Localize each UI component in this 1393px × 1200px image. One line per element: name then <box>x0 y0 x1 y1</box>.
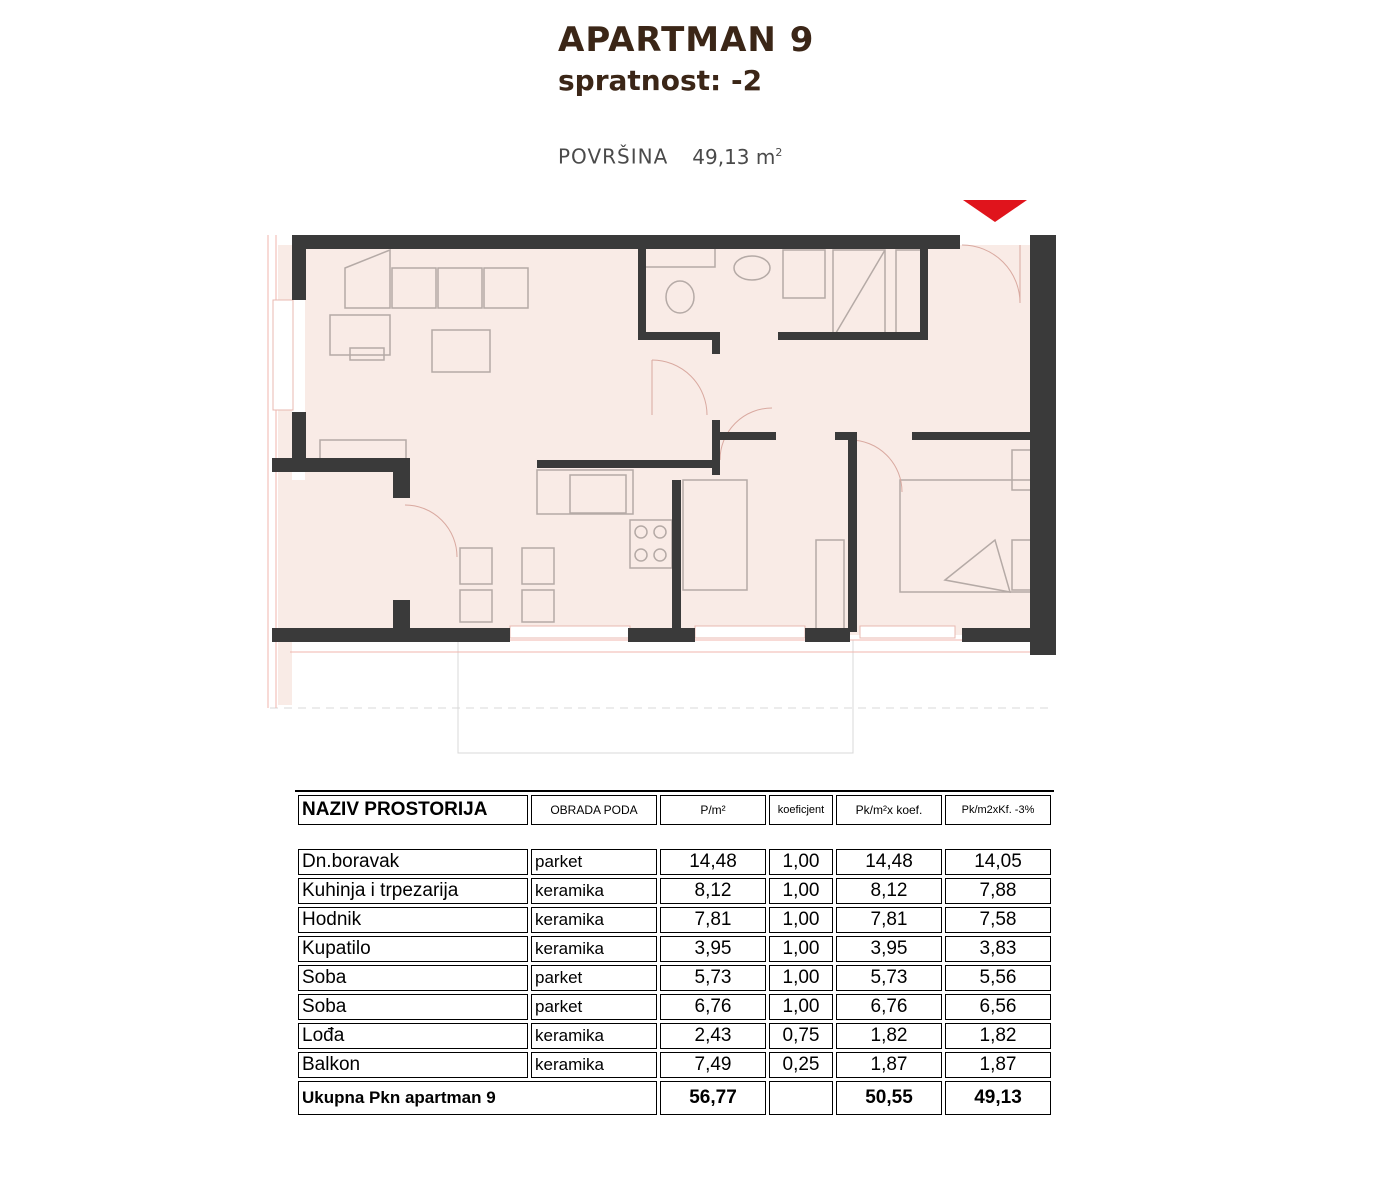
reduced-area-value: 3,83 <box>945 936 1051 962</box>
area-value: 8,12 <box>660 878 766 904</box>
total-area: 56,77 <box>660 1081 766 1115</box>
area-summary <box>558 139 783 171</box>
area-label: POVRŠINA <box>558 144 669 169</box>
area-value: 6,76 <box>660 994 766 1020</box>
table-row <box>298 849 1051 875</box>
room-name: Hodnik <box>298 907 528 933</box>
apartment-title: APARTMAN 9 <box>558 20 815 60</box>
floor-finish: keramika <box>531 1052 657 1078</box>
room-name: Balkon <box>298 1052 528 1078</box>
area-value: 49,13 m <box>692 144 776 169</box>
total-reduced-area: 49,13 <box>945 1081 1051 1115</box>
area-value: 5,73 <box>660 965 766 991</box>
floor-finish: keramika <box>531 907 657 933</box>
reduced-area-value: 7,58 <box>945 907 1051 933</box>
room-name: Soba <box>298 994 528 1020</box>
table-row <box>298 1052 1051 1078</box>
coefficient-value: 1,00 <box>769 965 833 991</box>
total-coefficient <box>769 1081 833 1115</box>
table-header-row <box>298 795 1051 825</box>
column-header-room-name: NAZIV PROSTORIJA <box>298 795 528 825</box>
spacer-row <box>298 828 1051 846</box>
floor-finish: parket <box>531 849 657 875</box>
floor-plan <box>260 195 1070 765</box>
column-header-reduced-area: Pk/m2xKf. -3% <box>945 795 1051 825</box>
room-name: Kuhinja i trpezarija <box>298 878 528 904</box>
reduced-area-value: 1,82 <box>945 1023 1051 1049</box>
room-name: Lođa <box>298 1023 528 1049</box>
area-value: 14,48 <box>660 849 766 875</box>
floor-finish: keramika <box>531 936 657 962</box>
balcony-outline <box>270 640 1050 753</box>
area-value: 3,95 <box>660 936 766 962</box>
reduced-area-value: 6,56 <box>945 994 1051 1020</box>
reduced-area-value: 7,88 <box>945 878 1051 904</box>
room-name: Dn.boravak <box>298 849 528 875</box>
weighted-area-value: 5,73 <box>836 965 942 991</box>
coefficient-value: 0,25 <box>769 1052 833 1078</box>
column-header-area: P/m² <box>660 795 766 825</box>
entrance-marker <box>963 200 1027 222</box>
table-row <box>298 878 1051 904</box>
coefficient-value: 1,00 <box>769 878 833 904</box>
total-label: Ukupna Pkn apartman 9 <box>298 1081 657 1115</box>
floor-finish: parket <box>531 965 657 991</box>
area-unit-superscript: 2 <box>775 146 784 159</box>
room-name: Kupatilo <box>298 936 528 962</box>
coefficient-value: 1,00 <box>769 907 833 933</box>
column-header-weighted-area: Pk/m²x koef. <box>836 795 942 825</box>
reduced-area-value: 1,87 <box>945 1052 1051 1078</box>
column-header-coefficient: koeficjent <box>769 795 833 825</box>
reduced-area-value: 5,56 <box>945 965 1051 991</box>
weighted-area-value: 1,87 <box>836 1052 942 1078</box>
weighted-area-value: 14,48 <box>836 849 942 875</box>
weighted-area-value: 1,82 <box>836 1023 942 1049</box>
area-value: 2,43 <box>660 1023 766 1049</box>
floor-finish: keramika <box>531 878 657 904</box>
coefficient-value: 1,00 <box>769 994 833 1020</box>
weighted-area-value: 3,95 <box>836 936 942 962</box>
area-value: 7,49 <box>660 1052 766 1078</box>
table-row <box>298 907 1051 933</box>
coefficient-value: 0,75 <box>769 1023 833 1049</box>
reduced-area-value: 14,05 <box>945 849 1051 875</box>
weighted-area-value: 6,76 <box>836 994 942 1020</box>
area-value: 7,81 <box>660 907 766 933</box>
weighted-area-value: 8,12 <box>836 878 942 904</box>
floor-finish: keramika <box>531 1023 657 1049</box>
table-total-row <box>298 1081 1051 1115</box>
room-name: Soba <box>298 965 528 991</box>
coefficient-value: 1,00 <box>769 849 833 875</box>
floor-level: spratnost: -2 <box>558 64 763 97</box>
table-row <box>298 994 1051 1020</box>
weighted-area-value: 7,81 <box>836 907 942 933</box>
column-header-floor-finish: OBRADA PODA <box>531 795 657 825</box>
coefficient-value: 1,00 <box>769 936 833 962</box>
table-row <box>298 965 1051 991</box>
table-row <box>298 936 1051 962</box>
table-row <box>298 1023 1051 1049</box>
total-weighted-area: 50,55 <box>836 1081 942 1115</box>
room-area-table <box>295 790 1054 1118</box>
floor-finish: parket <box>531 994 657 1020</box>
